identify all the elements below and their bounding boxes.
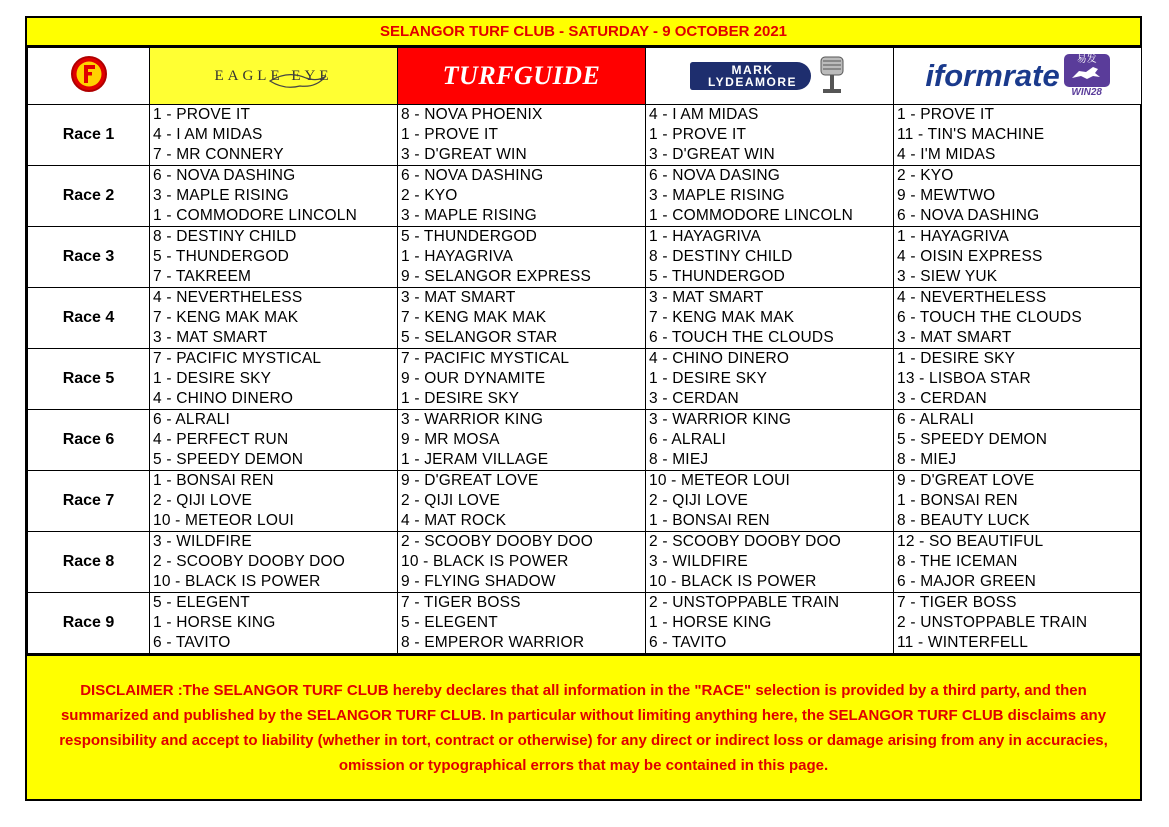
- horse-pick: 6 - ALRALI: [153, 411, 230, 428]
- horse-pick: 13 - LISBOA STAR: [897, 370, 1031, 387]
- horse-pick: 1 - DESIRE SKY: [649, 370, 768, 387]
- horse-pick: 3 - CERDAN: [649, 390, 739, 407]
- horse-pick: 8 - NOVA PHOENIX: [401, 106, 543, 123]
- horse-pick: 3 - MAPLE RISING: [153, 187, 289, 204]
- horse-pick: 10 - BLACK IS POWER: [153, 573, 321, 590]
- horse-pick: 2 - KYO: [401, 187, 458, 204]
- tip-cell: [894, 288, 1142, 349]
- tip-cell: [150, 166, 398, 227]
- horse-pick: 1 - PROVE IT: [897, 106, 995, 123]
- tip-cell: [646, 593, 894, 654]
- horse-pick: 2 - SCOOBY DOOBY DOO: [649, 533, 842, 550]
- mark-label-line2: LYDEAMORE: [707, 75, 798, 89]
- horse-pick: 6 - TAVITO: [153, 634, 231, 651]
- horse-pick: 7 - TIGER BOSS: [897, 594, 1017, 611]
- logo-row: [28, 48, 1142, 105]
- race-row: [28, 471, 1142, 532]
- horse-pick: 10 - BLACK IS POWER: [649, 573, 817, 590]
- tip-cell: [398, 166, 646, 227]
- tip-cell: [646, 227, 894, 288]
- horse-pick: 1 - BONSAI REN: [897, 492, 1018, 509]
- horse-pick: 1 - HAYAGRIVA: [401, 248, 513, 265]
- tip-cell: [894, 471, 1142, 532]
- tip-cell: [894, 532, 1142, 593]
- horse-pick: 4 - PERFECT RUN: [153, 431, 289, 448]
- horse-pick: 2 - QIJI LOVE: [401, 492, 501, 509]
- horse-pick: 12 - SO BEAUTIFUL: [897, 533, 1044, 550]
- horse-pick: 3 - MAPLE RISING: [401, 207, 537, 224]
- tip-cell: [894, 105, 1142, 166]
- horse-pick: 4 - I'M MIDAS: [897, 146, 996, 163]
- win28-label: WIN28: [1071, 87, 1102, 98]
- race-row: [28, 105, 1142, 166]
- race-row: [28, 288, 1142, 349]
- horse-pick: 9 - D'GREAT LOVE: [897, 472, 1035, 489]
- horse-pick: 2 - UNSTOPPABLE TRAIN: [897, 614, 1088, 631]
- horse-pick: 8 - EMPEROR WARRIOR: [401, 634, 585, 651]
- tip-cell: [398, 410, 646, 471]
- horse-pick: 11 - TIN'S MACHINE: [897, 126, 1045, 143]
- horse-pick: 5 - THUNDERGOD: [401, 228, 537, 245]
- horse-pick: 3 - MAT SMART: [153, 329, 268, 346]
- horse-pick: 1 - DESIRE SKY: [897, 350, 1016, 367]
- tip-cell: [646, 410, 894, 471]
- horse-pick: 8 - THE ICEMAN: [897, 553, 1018, 570]
- horse-pick: 1 - PROVE IT: [649, 126, 747, 143]
- race-label: Race 6: [28, 410, 150, 471]
- horse-pick: 8 - MIEJ: [649, 451, 709, 468]
- horse-pick: 4 - MAT ROCK: [401, 512, 507, 529]
- tip-cell: [894, 410, 1142, 471]
- horse-pick: 3 - MAT SMART: [897, 329, 1012, 346]
- horse-pick: 3 - MAT SMART: [649, 289, 764, 306]
- horse-pick: 9 - SELANGOR EXPRESS: [401, 268, 592, 285]
- horse-pick: 1 - HORSE KING: [649, 614, 772, 631]
- horse-pick: 6 - TAVITO: [649, 634, 727, 651]
- tip-cell: [150, 593, 398, 654]
- horse-pick: 6 - ALRALI: [649, 431, 726, 448]
- horse-pick: 1 - BONSAI REN: [649, 512, 770, 529]
- turfguide-label: TURFGUIDE: [442, 61, 601, 90]
- horse-pick: 1 - DESIRE SKY: [153, 370, 272, 387]
- horse-pick: 3 - WARRIOR KING: [649, 411, 792, 428]
- horse-pick: 1 - JERAM VILLAGE: [401, 451, 549, 468]
- disclaimer: [27, 654, 1140, 799]
- tip-cell: [150, 288, 398, 349]
- tip-cell: [398, 593, 646, 654]
- horse-pick: 4 - I AM MIDAS: [153, 126, 263, 143]
- horse-pick: 6 - NOVA DASHING: [897, 207, 1040, 224]
- race-row: [28, 532, 1142, 593]
- horse-pick: 4 - CHINO DINERO: [649, 350, 790, 367]
- horse-pick: 7 - PACIFIC MYSTICAL: [153, 350, 322, 367]
- race-label: Race 5: [28, 349, 150, 410]
- horse-pick: 5 - SELANGOR STAR: [401, 329, 558, 346]
- horse-pick: 8 - BEAUTY LUCK: [897, 512, 1030, 529]
- page-title: SELANGOR TURF CLUB - SATURDAY - 9 OCTOBER 2021: [27, 18, 1140, 47]
- horse-pick: 1 - PROVE IT: [153, 106, 251, 123]
- horse-pick: 1 - DESIRE SKY: [401, 390, 520, 407]
- yifa-label: 易发: [1076, 54, 1097, 65]
- horse-pick: 9 - MR MOSA: [401, 431, 500, 448]
- race-row: [28, 227, 1142, 288]
- horse-pick: 1 - HORSE KING: [153, 614, 276, 631]
- horse-pick: 3 - D'GREAT WIN: [401, 146, 527, 163]
- stc-emblem-icon: [70, 55, 108, 93]
- horse-pick: 4 - NEVERTHELESS: [897, 289, 1047, 306]
- race-row: [28, 410, 1142, 471]
- tip-cell: [894, 593, 1142, 654]
- horse-pick: 5 - ELEGENT: [153, 594, 250, 611]
- horse-pick: 6 - NOVA DASHING: [153, 167, 296, 184]
- horse-pick: 9 - FLYING SHADOW: [401, 573, 556, 590]
- tip-cell: [894, 349, 1142, 410]
- tip-cell: [894, 166, 1142, 227]
- horse-pick: 3 - MAT SMART: [401, 289, 516, 306]
- race-label: Race 2: [28, 166, 150, 227]
- horse-pick: 7 - MR CONNERY: [153, 146, 284, 163]
- horse-pick: 6 - NOVA DASHING: [401, 167, 544, 184]
- stc-logo: [28, 48, 150, 105]
- horse-pick: 7 - KENG MAK MAK: [649, 309, 795, 326]
- horse-pick: 4 - NEVERTHELESS: [153, 289, 303, 306]
- horse-pick: 6 - NOVA DASING: [649, 167, 781, 184]
- tip-cell: [150, 349, 398, 410]
- horse-pick: 3 - CERDAN: [897, 390, 987, 407]
- horse-pick: 8 - DESTINY CHILD: [153, 228, 297, 245]
- iformrate-logo: [894, 48, 1142, 105]
- iformrate-label: iformrate: [925, 58, 1060, 93]
- horse-pick: 5 - THUNDERGOD: [649, 268, 785, 285]
- turfguide-logo: [398, 48, 646, 105]
- tip-cell: [646, 532, 894, 593]
- horse-pick: 2 - KYO: [897, 167, 954, 184]
- horse-pick: 3 - WARRIOR KING: [401, 411, 544, 428]
- horse-pick: 1 - HAYAGRIVA: [649, 228, 761, 245]
- horse-pick: 2 - UNSTOPPABLE TRAIN: [649, 594, 840, 611]
- mark-label-line1: MARK: [731, 63, 774, 77]
- horse-pick: 3 - D'GREAT WIN: [649, 146, 775, 163]
- horse-pick: 10 - METEOR LOUI: [153, 512, 295, 529]
- horse-pick: 1 - COMMODORE LINCOLN: [649, 207, 853, 224]
- horse-pick: 9 - D'GREAT LOVE: [401, 472, 539, 489]
- tip-cell: [646, 166, 894, 227]
- horse-pick: 9 - OUR DYNAMITE: [401, 370, 546, 387]
- horse-pick: 3 - WILDFIRE: [153, 533, 252, 550]
- tip-cell: [398, 288, 646, 349]
- horse-pick: 3 - SIEW YUK: [897, 268, 998, 285]
- tip-cell: [398, 532, 646, 593]
- horse-pick: 6 - TOUCH THE CLOUDS: [649, 329, 834, 346]
- horse-pick: 7 - TIGER BOSS: [401, 594, 521, 611]
- tip-cell: [398, 227, 646, 288]
- tip-cell: [150, 532, 398, 593]
- tip-cell: [646, 471, 894, 532]
- horse-pick: 4 - I AM MIDAS: [649, 106, 759, 123]
- tip-cell: [646, 349, 894, 410]
- tipsheet: [25, 16, 1142, 801]
- horse-pick: 2 - QIJI LOVE: [649, 492, 749, 509]
- horse-pick: 8 - DESTINY CHILD: [649, 248, 793, 265]
- tip-cell: [150, 105, 398, 166]
- race-label: Race 3: [28, 227, 150, 288]
- horse-pick: 2 - SCOOBY DOOBY DOO: [153, 553, 346, 570]
- horse-pick: 10 - METEOR LOUI: [649, 472, 791, 489]
- horse-pick: 7 - KENG MAK MAK: [401, 309, 547, 326]
- tips-table: [27, 47, 1142, 654]
- horse-pick: 1 - HAYAGRIVA: [897, 228, 1009, 245]
- eagle-eye-logo: [150, 48, 398, 105]
- tip-cell: [398, 471, 646, 532]
- horse-pick: 3 - WILDFIRE: [649, 553, 748, 570]
- disclaimer-text: DISCLAIMER :The SELANGOR TURF CLUB hereby declares that all information in the "RACE" selection is provided by a third party, and then summarized and published by the SELANGOR TURF CLUB. In particular without limiting anything here, the SELANGOR TURF CLUB disclaims any responsibility and accept to liability (whether in tort, contract or otherwise) for any direct or indirect loss or damage arising from any in accuracies, omission or typographical errors that may be contained in this page.: [59, 681, 1108, 774]
- horse-pick: 1 - COMMODORE LINCOLN: [153, 207, 357, 224]
- tip-cell: [398, 105, 646, 166]
- tip-cell: [150, 227, 398, 288]
- horse-pick: 10 - BLACK IS POWER: [401, 553, 569, 570]
- horse-pick: 5 - SPEEDY DEMON: [897, 431, 1048, 448]
- race-label: Race 1: [28, 105, 150, 166]
- race-row: [28, 349, 1142, 410]
- horse-pick: 8 - MIEJ: [897, 451, 957, 468]
- horse-pick: 7 - PACIFIC MYSTICAL: [401, 350, 570, 367]
- race-label: Race 9: [28, 593, 150, 654]
- horse-pick: 4 - OISIN EXPRESS: [897, 248, 1043, 265]
- horse-pick: 9 - MEWTWO: [897, 187, 996, 204]
- horse-pick: 6 - ALRALI: [897, 411, 974, 428]
- horse-pick: 6 - MAJOR GREEN: [897, 573, 1037, 590]
- horse-pick: 1 - PROVE IT: [401, 126, 499, 143]
- horse-pick: 2 - QIJI LOVE: [153, 492, 253, 509]
- win28-badge: [1064, 54, 1110, 87]
- horse-pick: 1 - BONSAI REN: [153, 472, 274, 489]
- horse-icon: [1069, 65, 1105, 81]
- race-row: [28, 166, 1142, 227]
- horse-pick: 7 - TAKREEM: [153, 268, 252, 285]
- tip-cell: [646, 105, 894, 166]
- eagle-eye-label: EAGLE EYE: [214, 67, 333, 84]
- microphone-icon: [815, 55, 849, 97]
- tip-cell: [150, 410, 398, 471]
- horse-pick: 5 - SPEEDY DEMON: [153, 451, 304, 468]
- horse-pick: 6 - TOUCH THE CLOUDS: [897, 309, 1082, 326]
- mark-lydeamore-logo: [646, 48, 894, 105]
- horse-pick: 3 - MAPLE RISING: [649, 187, 785, 204]
- tip-cell: [398, 349, 646, 410]
- eagle-icon: [268, 70, 328, 92]
- tip-cell: [894, 227, 1142, 288]
- race-row: [28, 593, 1142, 654]
- tip-cell: [646, 288, 894, 349]
- race-label: Race 4: [28, 288, 150, 349]
- race-label: Race 8: [28, 532, 150, 593]
- horse-pick: 2 - SCOOBY DOOBY DOO: [401, 533, 594, 550]
- race-label: Race 7: [28, 471, 150, 532]
- horse-pick: 11 - WINTERFELL: [897, 634, 1029, 651]
- horse-pick: 4 - CHINO DINERO: [153, 390, 294, 407]
- horse-pick: 5 - ELEGENT: [401, 614, 498, 631]
- horse-pick: 7 - KENG MAK MAK: [153, 309, 299, 326]
- tip-cell: [150, 471, 398, 532]
- horse-pick: 5 - THUNDERGOD: [153, 248, 289, 265]
